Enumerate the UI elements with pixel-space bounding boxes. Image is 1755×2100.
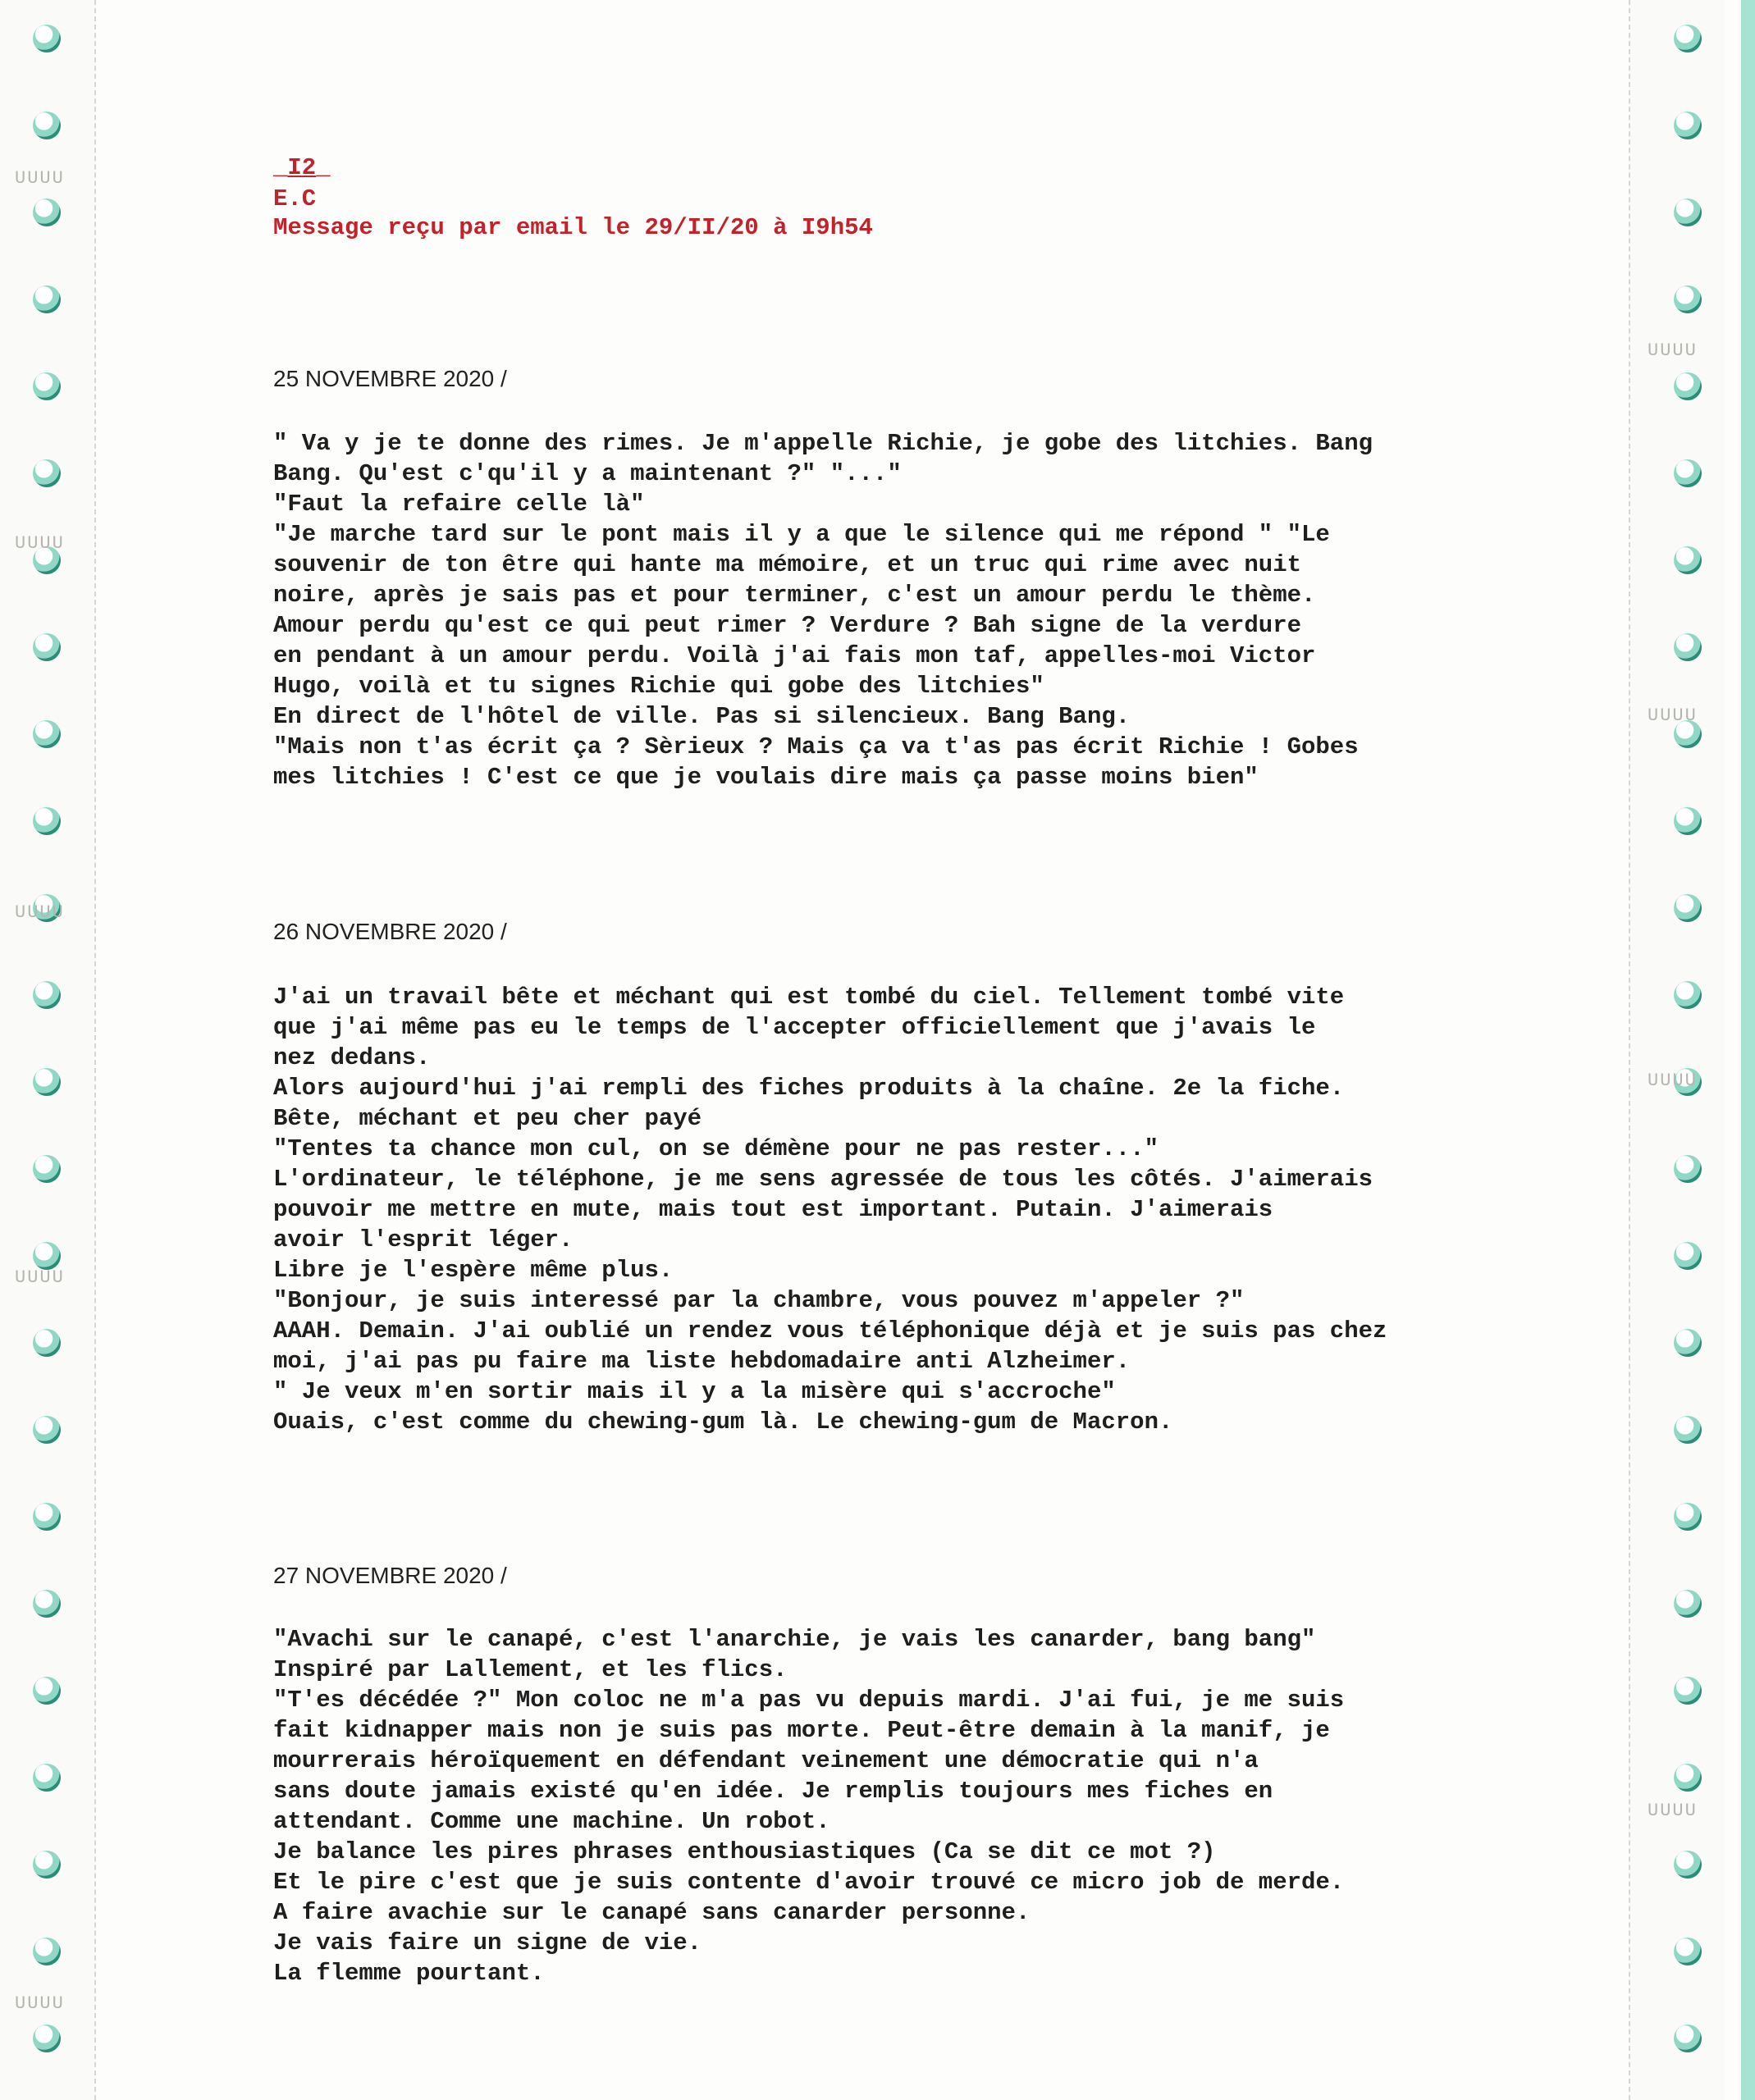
text-line: L'ordinateur, le téléphone, je me sens agressée de tous les côtés. J'aimerais [273, 1166, 1373, 1193]
sprocket-hole [33, 459, 61, 487]
sprocket-hole [1674, 1155, 1702, 1183]
text-line: Bête, méchant et peu cher payé [273, 1105, 702, 1132]
text-line: Inspiré par Lallement, et les flics. [273, 1656, 788, 1683]
sprocket-hole [33, 372, 61, 400]
sprocket-hole [1674, 1416, 1702, 1444]
author-initials: E.C [273, 185, 317, 212]
sprocket-hole [1674, 807, 1702, 835]
text-line: "Mais non t'as écrit ça ? Sèrieux ? Mais ça va t'as pas écrit Richie ! Gobes [273, 733, 1359, 760]
perforation-mark: UUUU [1648, 705, 1698, 726]
text-line: mourrerais héroïquement en défendant veinement une démocratie qui n'a [273, 1747, 1259, 1774]
perforation-mark: UUUU [15, 168, 65, 189]
sprocket-hole [1674, 1938, 1702, 1965]
entry-text [273, 982, 1463, 1437]
sprocket-hole [1674, 981, 1702, 1009]
sprocket-hole [33, 1677, 61, 1705]
text-line: "Tentes ta chance mon cul, on se démène pour ne pas rester..." [273, 1135, 1159, 1162]
text-line: Bang. Qu'est c'qu'il y a maintenant ?" "..." [273, 460, 902, 487]
text-line: "T'es décédée ?" Mon coloc ne m'a pas vu depuis mardi. J'ai fui, je me suis [273, 1687, 1345, 1714]
sprocket-hole [33, 720, 61, 748]
sprocket-hole [33, 25, 61, 52]
perforation-mark: UUUU [15, 1267, 65, 1288]
text-line: que j'ai même pas eu le temps de l'accepter officiellement que j'avais le [273, 1014, 1316, 1041]
text-line: La flemme pourtant. [273, 1960, 545, 1987]
text-line: Amour perdu qu'est ce qui peut rimer ? Verdure ? Bah signe de la verdure [273, 612, 1302, 639]
sprocket-hole [33, 633, 61, 661]
sprocket-hole [33, 1503, 61, 1531]
sprocket-hole [1674, 894, 1702, 922]
sprocket-hole [33, 1155, 61, 1183]
text-line: Je balance les pires phrases enthousiastiques (Ca se dit ce mot ?) [273, 1838, 1216, 1865]
page-number: _I2_ [273, 154, 331, 181]
sprocket-hole [1674, 112, 1702, 139]
text-line: Je vais faire un signe de vie. [273, 1929, 702, 1956]
sprocket-hole [33, 1938, 61, 1965]
sprocket-hole [1674, 459, 1702, 487]
text-line: " Va y je te donne des rimes. Je m'appelle Richie, je gobe des litchies. Bang [273, 430, 1373, 457]
sprocket-hole [1674, 546, 1702, 574]
sprocket-hole [33, 112, 61, 139]
sprocket-hole [33, 2025, 61, 2052]
perforation-mark: UUUU [15, 902, 65, 923]
sprocket-hole [1674, 1503, 1702, 1531]
sprocket-hole [1674, 1329, 1702, 1357]
sprocket-hole [1674, 1590, 1702, 1618]
entry-date: 26 NOVEMBRE 2020 / [273, 919, 507, 944]
text-line: moi, j'ai pas pu faire ma liste hebdomadaire anti Alzheimer. [273, 1348, 1131, 1375]
sprocket-hole [33, 285, 61, 313]
sprocket-hole [33, 807, 61, 835]
sprocket-hole [1674, 285, 1702, 313]
text-line: " Je veux m'en sortir mais il y a la misère qui s'accroche" [273, 1378, 1116, 1405]
sprocket-hole [33, 1764, 61, 1792]
page-edge [1741, 0, 1755, 2100]
sprocket-hole [1674, 633, 1702, 661]
entry-text [273, 428, 1463, 792]
sprocket-hole [1674, 1851, 1702, 1879]
text-line: nez dedans. [273, 1044, 431, 1071]
text-line: en pendant à un amour perdu. Voilà j'ai fais mon taf, appelles-moi Victor [273, 642, 1316, 669]
sprocket-hole [33, 981, 61, 1009]
text-line: "Je marche tard sur le pont mais il y a que le silence qui me répond " "Le [273, 521, 1330, 548]
sprocket-hole [1674, 2025, 1702, 2052]
sprocket-hole [33, 199, 61, 226]
text-line: "Avachi sur le canapé, c'est l'anarchie, je vais les canarder, bang bang" [273, 1626, 1316, 1653]
text-line: "Faut la refaire celle là" [273, 491, 645, 518]
perforation-mark: UUUU [1648, 1801, 1698, 1821]
text-line: AAAH. Demain. J'ai oublié un rendez vous téléphonique déjà et je suis pas chez [273, 1317, 1387, 1344]
sprocket-hole [1674, 372, 1702, 400]
sprocket-hole [1674, 1764, 1702, 1792]
text-line: noire, après je sais pas et pour terminer, c'est un amour perdu le thème. [273, 582, 1316, 609]
text-line: attendant. Comme une machine. Un robot. [273, 1808, 830, 1835]
sprocket-hole [33, 1242, 61, 1270]
text-line: Alors aujourd'hui j'ai rempli des fiches produits à la chaîne. 2e la fiche. [273, 1075, 1345, 1102]
sprocket-hole [33, 1590, 61, 1618]
sprocket-hole [1674, 25, 1702, 52]
sprocket-hole [1674, 199, 1702, 226]
text-line: avoir l'esprit léger. [273, 1226, 574, 1253]
text-line: fait kidnapper mais non je suis pas morte. Peut-être demain à la manif, je [273, 1717, 1330, 1744]
sprocket-hole [1674, 1677, 1702, 1705]
perforation-mark: UUUU [1648, 1071, 1698, 1091]
sprocket-hole [33, 1068, 61, 1096]
text-line: Et le pire c'est que je suis contente d'avoir trouvé ce micro job de merde. [273, 1869, 1345, 1896]
text-line: J'ai un travail bête et méchant qui est tombé du ciel. Tellement tombé vite [273, 984, 1345, 1011]
text-line: Hugo, voilà et tu signes Richie qui gobe des litchies" [273, 673, 1044, 700]
text-line: En direct de l'hôtel de ville. Pas si silencieux. Bang Bang. [273, 703, 1131, 730]
text-line: souvenir de ton être qui hante ma mémoire, et un truc qui rime avec nuit [273, 551, 1302, 578]
sprocket-hole [33, 1851, 61, 1879]
received-note: Message reçu par email le 29/II/20 à I9h54 [273, 214, 873, 241]
text-line: Ouais, c'est comme du chewing-gum là. Le chewing-gum de Macron. [273, 1408, 1173, 1436]
text-line: pouvoir me mettre en mute, mais tout est important. Putain. J'aimerais [273, 1196, 1273, 1223]
sprocket-hole [33, 1416, 61, 1444]
perforation-mark: UUUU [15, 533, 65, 554]
entry-date: 25 NOVEMBRE 2020 / [273, 366, 507, 391]
perforation-mark: UUUU [15, 1993, 65, 2014]
text-line: A faire avachie sur le canapé sans canarder personne. [273, 1899, 1031, 1926]
text-line: mes litchies ! C'est ce que je voulais dire mais ça passe moins bien" [273, 764, 1259, 791]
text-line: sans doute jamais existé qu'en idée. Je remplis toujours mes fiches en [273, 1778, 1273, 1805]
sprocket-hole [1674, 1242, 1702, 1270]
text-line: "Bonjour, je suis interessé par la chambre, vous pouvez m'appeler ?" [273, 1287, 1245, 1314]
perforation-mark: UUUU [1648, 340, 1698, 361]
text-line: Libre je l'espère même plus. [273, 1257, 674, 1284]
entry-date: 27 NOVEMBRE 2020 / [273, 1563, 507, 1588]
entry-text [273, 1624, 1463, 1988]
sprocket-hole [33, 1329, 61, 1357]
